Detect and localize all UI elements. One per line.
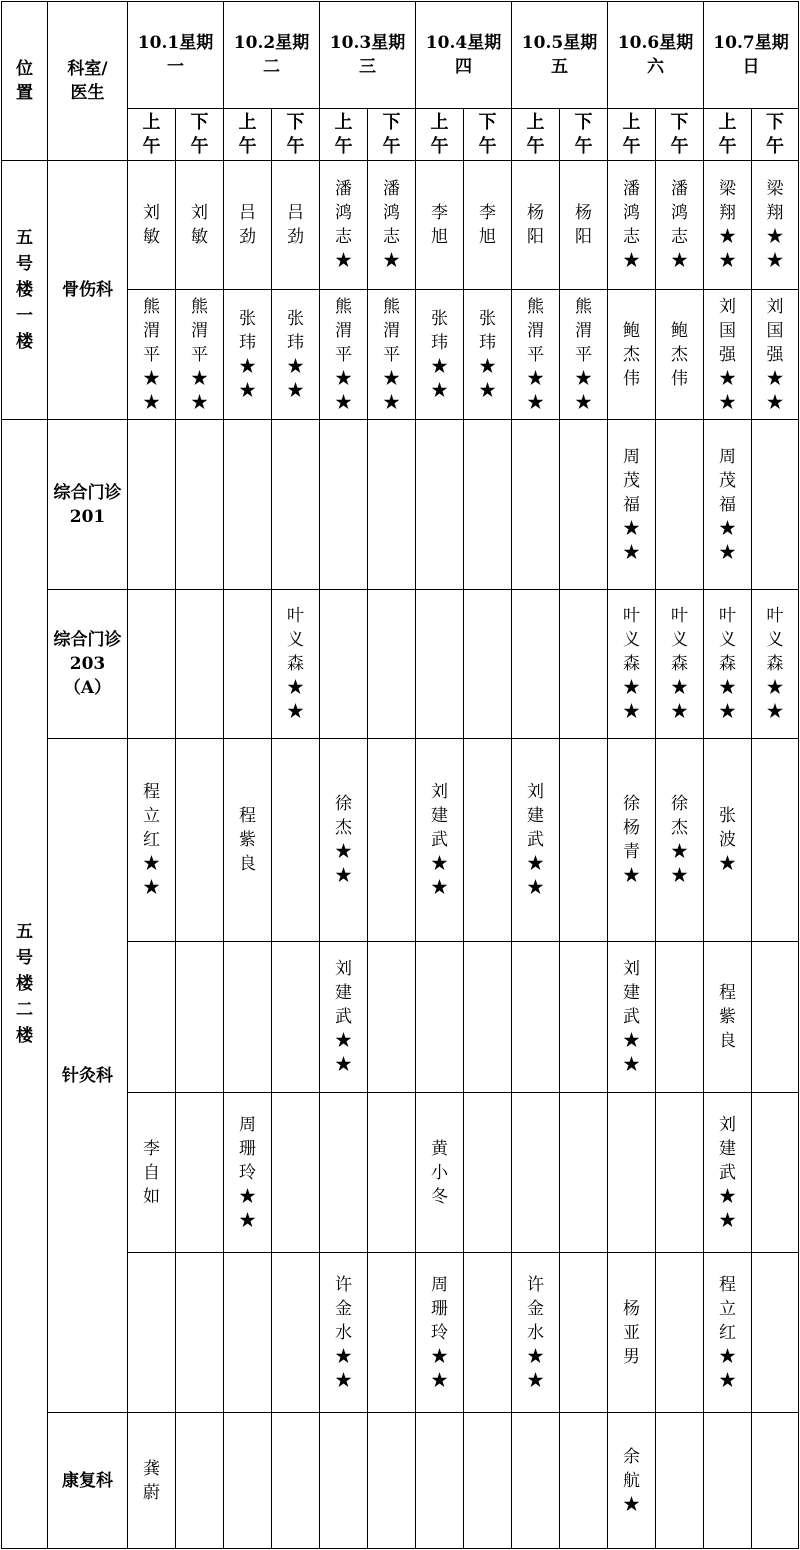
am-header: 上午 [128, 109, 176, 161]
doctor-cell [656, 942, 704, 1093]
doctor-cell [512, 1093, 560, 1253]
doctor-cell [752, 1093, 799, 1253]
doctor-cell: 刘敏 [128, 161, 176, 290]
department-cell: 综合门诊203（A） [48, 590, 128, 739]
doctor-cell: 程紫良 [224, 739, 272, 942]
pm-header: 下午 [464, 109, 512, 161]
doctor-cell [320, 1093, 368, 1253]
doctor-cell [368, 739, 416, 942]
doctor-cell [368, 1413, 416, 1549]
doctor-cell: 刘建武★★ [608, 942, 656, 1093]
doctor-cell [464, 590, 512, 739]
am-header: 上午 [416, 109, 464, 161]
doctor-cell: 张玮★★ [464, 290, 512, 420]
doctor-cell: 徐杨青★ [608, 739, 656, 942]
doctor-cell: 杨亚男 [608, 1253, 656, 1413]
doctor-cell [464, 739, 512, 942]
doctor-cell: 李旭 [416, 161, 464, 290]
doctor-cell [560, 942, 608, 1093]
doctor-cell [656, 1253, 704, 1413]
schedule-row [2, 161, 799, 290]
schedule-row [2, 739, 799, 942]
doctor-cell [416, 420, 464, 590]
doctor-cell [224, 942, 272, 1093]
doctor-cell: 周茂福★★ [608, 420, 656, 590]
doctor-cell [464, 1413, 512, 1549]
am-header: 上午 [320, 109, 368, 161]
doctor-cell: 刘建武★★ [320, 942, 368, 1093]
doctor-cell: 梁翔★★ [704, 161, 752, 290]
doctor-cell [176, 590, 224, 739]
doctor-cell [128, 1253, 176, 1413]
doctor-cell: 徐杰★★ [320, 739, 368, 942]
doctor-cell: 龚蔚 [128, 1413, 176, 1549]
doctor-cell [752, 1253, 799, 1413]
doctor-cell [752, 420, 799, 590]
pm-header: 下午 [272, 109, 320, 161]
doctor-cell: 潘鸿志★ [368, 161, 416, 290]
doctor-cell [368, 1253, 416, 1413]
doctor-cell [656, 420, 704, 590]
day-header: 10.7星期日 [704, 2, 799, 109]
schedule-row [2, 420, 799, 590]
doctor-cell [752, 942, 799, 1093]
doctor-cell [176, 1093, 224, 1253]
doctor-cell: 张玮★★ [272, 290, 320, 420]
doctor-cell: 熊渭平★★ [368, 290, 416, 420]
doctor-cell: 余航★ [608, 1413, 656, 1549]
doctor-cell: 熊渭平★★ [560, 290, 608, 420]
am-header: 上午 [608, 109, 656, 161]
doctor-cell [416, 1413, 464, 1549]
doctor-cell: 熊渭平★★ [176, 290, 224, 420]
pm-header: 下午 [656, 109, 704, 161]
schedule-row [2, 590, 799, 739]
doctor-cell [368, 420, 416, 590]
doctor-cell [464, 420, 512, 590]
schedule-row [2, 1413, 799, 1549]
doctor-cell: 周茂福★★ [704, 420, 752, 590]
doctor-cell: 熊渭平★★ [320, 290, 368, 420]
doctor-cell [224, 1413, 272, 1549]
doctor-cell [512, 942, 560, 1093]
doctor-cell: 鲍杰伟 [656, 290, 704, 420]
doctor-cell [656, 1413, 704, 1549]
doctor-cell [176, 739, 224, 942]
doctor-cell [608, 1093, 656, 1253]
doctor-cell: 刘国强★★ [752, 290, 799, 420]
doctor-cell: 吕劲 [224, 161, 272, 290]
doctor-cell [512, 420, 560, 590]
dept-doctor-header: 科室/医生 [48, 2, 128, 161]
doctor-cell [512, 590, 560, 739]
doctor-cell [128, 590, 176, 739]
header-row-days [2, 2, 799, 109]
location-cell: 五号楼一楼 [2, 161, 48, 420]
doctor-cell [272, 1093, 320, 1253]
doctor-cell: 程立红★★ [128, 739, 176, 942]
doctor-cell [320, 590, 368, 739]
day-header: 10.4星期四 [416, 2, 512, 109]
doctor-cell [368, 590, 416, 739]
doctor-cell [272, 942, 320, 1093]
doctor-cell [752, 739, 799, 942]
day-header: 10.5星期五 [512, 2, 608, 109]
doctor-cell [560, 1413, 608, 1549]
doctor-cell: 李自如 [128, 1093, 176, 1253]
doctor-cell [368, 1093, 416, 1253]
doctor-cell: 李旭 [464, 161, 512, 290]
day-header: 10.2星期二 [224, 2, 320, 109]
doctor-cell: 潘鸿志★ [320, 161, 368, 290]
am-header: 上午 [224, 109, 272, 161]
doctor-cell: 周珊玲★★ [224, 1093, 272, 1253]
doctor-cell: 熊渭平★★ [128, 290, 176, 420]
doctor-cell [464, 1093, 512, 1253]
doctor-cell [272, 739, 320, 942]
doctor-cell: 杨阳 [512, 161, 560, 290]
doctor-cell: 刘建武★★ [704, 1093, 752, 1253]
doctor-cell [464, 1253, 512, 1413]
location-cell: 五号楼二楼 [2, 420, 48, 1549]
day-header: 10.1星期一 [128, 2, 224, 109]
doctor-cell: 许金水★★ [512, 1253, 560, 1413]
doctor-cell: 潘鸿志★ [608, 161, 656, 290]
doctor-cell [128, 420, 176, 590]
doctor-cell [416, 942, 464, 1093]
department-cell: 康复科 [48, 1413, 128, 1549]
doctor-cell: 叶义森★★ [752, 590, 799, 739]
doctor-cell: 程紫良 [704, 942, 752, 1093]
doctor-cell: 梁翔★★ [752, 161, 799, 290]
doctor-cell [416, 590, 464, 739]
doctor-cell: 杨阳 [560, 161, 608, 290]
doctor-cell [128, 942, 176, 1093]
doctor-cell [656, 1093, 704, 1253]
doctor-cell [320, 420, 368, 590]
department-cell: 综合门诊201 [48, 420, 128, 590]
doctor-cell [272, 1253, 320, 1413]
doctor-cell: 潘鸿志★ [656, 161, 704, 290]
doctor-cell: 鲍杰伟 [608, 290, 656, 420]
doctor-cell [464, 942, 512, 1093]
pm-header: 下午 [752, 109, 799, 161]
doctor-cell [560, 739, 608, 942]
doctor-cell: 熊渭平★★ [512, 290, 560, 420]
doctor-cell [560, 590, 608, 739]
doctor-cell: 张波★ [704, 739, 752, 942]
pm-header: 下午 [560, 109, 608, 161]
doctor-cell [176, 1253, 224, 1413]
doctor-cell: 刘建武★★ [416, 739, 464, 942]
location-header: 位置 [2, 2, 48, 161]
doctor-cell: 张玮★★ [416, 290, 464, 420]
doctor-cell [752, 1413, 799, 1549]
doctor-cell: 张玮★★ [224, 290, 272, 420]
doctor-cell [272, 1413, 320, 1549]
doctor-cell [176, 942, 224, 1093]
department-cell: 骨伤科 [48, 161, 128, 420]
doctor-cell: 周珊玲★★ [416, 1253, 464, 1413]
day-header: 10.3星期三 [320, 2, 416, 109]
doctor-cell [368, 942, 416, 1093]
doctor-cell: 刘建武★★ [512, 739, 560, 942]
am-header: 上午 [704, 109, 752, 161]
doctor-cell [224, 1253, 272, 1413]
day-header: 10.6星期六 [608, 2, 704, 109]
doctor-cell: 叶义森★★ [704, 590, 752, 739]
doctor-cell: 许金水★★ [320, 1253, 368, 1413]
doctor-cell [320, 1413, 368, 1549]
doctor-cell: 徐杰★★ [656, 739, 704, 942]
doctor-cell [176, 1413, 224, 1549]
schedule-table [1, 1, 799, 1549]
am-header: 上午 [512, 109, 560, 161]
pm-header: 下午 [176, 109, 224, 161]
doctor-cell [176, 420, 224, 590]
doctor-cell [224, 590, 272, 739]
doctor-cell [224, 420, 272, 590]
doctor-cell [704, 1413, 752, 1549]
doctor-cell: 黄小冬 [416, 1093, 464, 1253]
pm-header: 下午 [368, 109, 416, 161]
doctor-cell [560, 1093, 608, 1253]
doctor-cell [560, 420, 608, 590]
doctor-cell: 程立红★★ [704, 1253, 752, 1413]
doctor-cell: 叶义森★★ [272, 590, 320, 739]
doctor-cell: 叶义森★★ [656, 590, 704, 739]
doctor-cell: 刘国强★★ [704, 290, 752, 420]
doctor-cell: 叶义森★★ [608, 590, 656, 739]
doctor-cell [560, 1253, 608, 1413]
doctor-cell [512, 1413, 560, 1549]
department-cell: 针灸科 [48, 739, 128, 1413]
doctor-cell: 刘敏 [176, 161, 224, 290]
doctor-cell: 吕劲 [272, 161, 320, 290]
doctor-cell [272, 420, 320, 590]
